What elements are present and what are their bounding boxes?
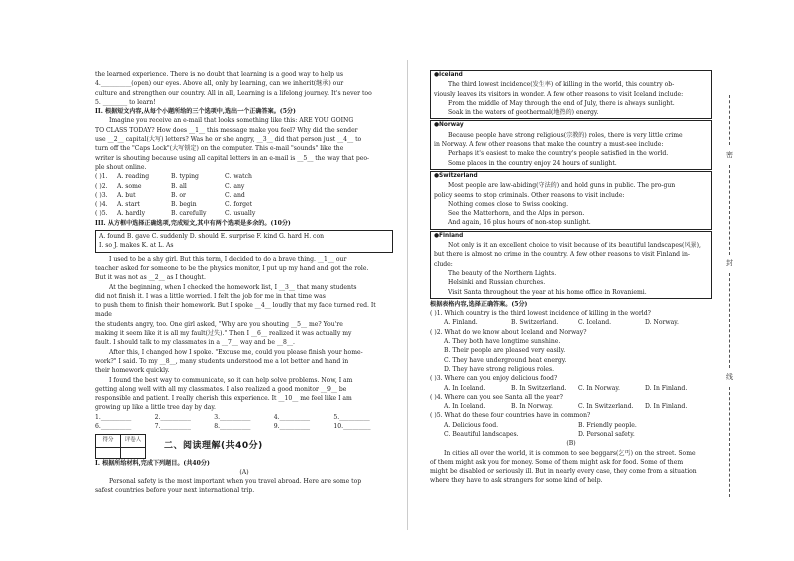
option: B. Their people are pleased very easily. (444, 347, 566, 355)
text-line: did not finish it. I was a little worried. I felt the job for me in that time was (95, 292, 326, 300)
text-line: But it was not as __2__ as I thought. (95, 274, 206, 282)
text-line: where they have to ask strangers for some kind of help. (430, 477, 603, 485)
question: ( )2. What do we know about Iceland and Norway? (430, 328, 587, 336)
answer-blank[interactable]: 7.__________ (154, 422, 191, 430)
text-line: Personal safety is the most important when you travel abroad. Here are some top (109, 478, 362, 486)
option: C. They have underground heat energy. (444, 356, 567, 364)
seal-mark: 封 (726, 259, 733, 267)
country-box-iceland (430, 70, 712, 119)
text-line: culture and strengthen our country. All in all, Learning is a lifelong journey. It's never too (95, 89, 372, 97)
answer-blank[interactable]: 10._________ (333, 422, 371, 430)
country-heading: ●Switzerland (434, 172, 478, 179)
text-line: policy seems to stop criminals. Other reasons to visit include: (434, 191, 625, 199)
cloze-passage (95, 116, 393, 172)
text-line: Visit Santa throughout the year at his home office in Rovaniemi. (448, 288, 647, 296)
text-line: use __2__ capital(大写) letters? Was he or she angry, __3__ did that person just __4__ to (95, 136, 362, 144)
text-line: ple shout online. (95, 163, 147, 171)
text-line: growing up like a little tree day by day. (95, 404, 216, 412)
text-line: turn off the "Caps Lock"(大写锁定) on the computer. This e-mail "sounds" like the (95, 145, 344, 153)
binding-dash (729, 387, 731, 497)
score-cell[interactable] (96, 447, 121, 458)
text-line: At the beginning, when I checked the homework list, I __3__ that many students (109, 283, 357, 291)
option-row: ( )4. A. start B. begin C. forget (95, 201, 253, 209)
passage-label: (A) (239, 468, 249, 476)
text-line: After this, I changed how I spoke. "Excuse me, could you please finish your home- (109, 348, 363, 356)
option: A. They both have longtime sunshine. (444, 338, 561, 346)
text-line: to push them to finish their homework. But I spoke __4__ loudly that my face turned red. It made (95, 302, 376, 319)
text-line: Most people are law-abiding(守法的) and hold guns in public. The pro-gun (448, 182, 676, 190)
question: ( )3. Where can you enjoy delicious food? (430, 375, 558, 383)
text-line: I used to be a shy girl. But this term, I decided to do a brave thing. __1__ our (109, 255, 347, 263)
binding-dash (729, 95, 731, 145)
passage-label: (B) (566, 440, 576, 448)
country-box-switzerland (430, 171, 712, 230)
option-row: A. In Iceland. B. In Switzerland. C. In Norway. D. In Finland. (444, 384, 688, 392)
text-line: the students angry, too. One girl asked, "Why are you shouting __5__ me? You're (95, 320, 343, 328)
text-line: clude: (434, 260, 453, 268)
text-line: Perhaps it's easiest to make the country's people satisfied in the world. (448, 150, 669, 158)
country-heading: ●Iceland (434, 72, 463, 78)
option-row: A. Delicious food. B. Friendly people. (444, 421, 637, 429)
seal-mark: 密 (726, 151, 733, 159)
text-line: 5. ________ to learn! (95, 98, 156, 106)
text-line: From the middle of May through the end of July, there is always sunlight. (448, 99, 675, 107)
text-line: TO CLASS TODAY? How does __1__ this message make you feel? Why did the sender (95, 126, 358, 134)
option-row: C. Beautiful landscapes. D. Personal safety. (444, 430, 635, 438)
text-line: Because people have strong religious(宗教的) roles, there is very little crime (448, 131, 683, 139)
text-line: Some places in the country enjoy 24 hours of sunlight. (448, 159, 617, 167)
reviewer-cell[interactable] (121, 447, 146, 458)
score-section (95, 434, 393, 458)
answer-blank[interactable]: 1.__________ (95, 413, 132, 421)
text-line: responsible and patient. I really cherish this experience. It __10__ me feel like I am (95, 395, 352, 403)
option: D. They have strong religious roles. (444, 365, 555, 373)
text-line: the learned experience. There is no doubt that learning is a good way to help us (95, 71, 344, 78)
binding-dash (729, 165, 731, 255)
right-column (430, 70, 712, 515)
option-list (95, 172, 393, 218)
answer-blank[interactable]: 8.__________ (214, 422, 251, 430)
answer-blank[interactable]: 2.__________ (154, 413, 191, 421)
text-line: but there is almost no crime in the country. A few other reasons to visit Finland in- (434, 251, 690, 259)
text-line: Not only is it an excellent choice to visit because of its beautiful landscapes(风景), (448, 242, 701, 250)
answer-blank[interactable]: 6.__________ (95, 422, 132, 430)
answer-blank[interactable]: 3.__________ (214, 413, 251, 421)
text-line: In cities all over the world, it is common to see beggars(乞丐) on the street. Some (444, 449, 696, 457)
option-row: ( )2. A. some B. all C. any (95, 182, 245, 190)
section-heading: III. 从方框中选择正确选项,完成短文,其中有两个选项是多余的。(10分) (95, 219, 291, 227)
text-line: And again, 16 plus hours of non-stop sunlight. (448, 219, 591, 227)
question: ( )5. What do these four countries have in common? (430, 412, 591, 420)
text-line: getting along well with all my classmates. I also realized a good monitor __9__ be (95, 385, 347, 393)
answer-blanks (95, 413, 393, 432)
text-line: safest countries before your next international trip. (95, 487, 255, 495)
reviewer-label: 评卷人 (121, 435, 146, 447)
left-column (95, 70, 393, 515)
fold-line (407, 60, 408, 530)
text-line: teacher asked for someone to be the physics monitor, I put up my hand and got the role. (95, 264, 369, 272)
option-row: A. Finland. B. Switzerland. C. Iceland. D. Norway. (444, 319, 679, 327)
score-table (95, 434, 146, 458)
story-passage (95, 255, 393, 413)
text-line: viously leaves its visitors in wonder. A few other reasons to visit Iceland include: (434, 90, 684, 98)
text-line: The third lowest incidence(发生率) of killing in the world, this country ob- (448, 81, 675, 89)
country-heading: ●Finland (434, 232, 464, 239)
seal-mark: 线 (726, 373, 733, 381)
text-line: See the Matterhorn, and the Alps in person. (448, 210, 585, 218)
text-line: work?" I said. To my __8__, many students understood me a lot better and hand in (95, 357, 349, 365)
text-line: Imagine you receive an e-mail that looks something like this: ARE YOU GOING (109, 117, 354, 125)
answer-blank[interactable]: 9.__________ (273, 422, 311, 430)
country-box-finland (430, 231, 712, 299)
text-line: Nothing comes close to Swiss cooking. (448, 200, 569, 208)
section-heading: 根据表格内容,选择正确答案。(5分) (430, 300, 528, 308)
answer-blank[interactable]: 5.__________ (333, 413, 370, 421)
option-row: ( )1. A. reading B. typing C. watch (95, 173, 252, 181)
score-label: 得分 (96, 435, 121, 447)
question: ( )4. Where can you see Santa all the year? (430, 393, 563, 401)
section-heading: II. 根据短文内容,从每个小题所给的三个选项中,选出一个正确答案。(5分) (95, 108, 296, 116)
section-heading: I. 根据所给材料,完成下列题目。(共40分) (95, 459, 210, 467)
country-heading: ●Norway (434, 122, 464, 129)
text-line: 4.__________(open) our eyes. Above all, only by learning, can we inherit(继承) our (95, 80, 344, 88)
option-row: ( )5. A. hardly B. carefully C. usually (95, 210, 256, 218)
text-line: of them might ask you for money. Some of them might ask for food. Some of them (430, 458, 684, 466)
option-row: A. In Iceland. B. In Norway. C. In Switzerland. D. In Finland. (444, 403, 688, 411)
word-bank-line: A. found B. gave C. suddenly D. should E. surprise F. kind G. hard H. con (99, 233, 325, 241)
text-line: fault. I should talk to my classmates in a __7__ way and be __8__. (95, 339, 295, 347)
country-box-norway (430, 120, 712, 169)
word-bank-line: I. so J. makes K. at L. As (99, 242, 174, 250)
text-line: Helsinki and Russian churches. (448, 279, 546, 287)
option-row: ( )3. A. but B. or C. and (95, 191, 245, 199)
question: ( )1. Which country is the third lowest incidence of killing in the world? (430, 310, 651, 318)
text-line: might be disabled or seriously ill. But in nearly every case, they come from a situation (430, 468, 697, 476)
text-line: their homework quickly. (95, 367, 170, 375)
answer-blank[interactable]: 4.__________ (273, 413, 311, 421)
binding-dash (729, 273, 731, 368)
word-bank-box (95, 230, 393, 253)
text-line: in Norway. A few other reasons that make the country a must-see include: (434, 141, 664, 149)
text-line: writer is shouting because using all capital letters in an e-mail is __5__ the way that peo- (95, 154, 370, 162)
part-title: 二、阅读理解(共40分) (164, 440, 263, 451)
text-line: I found the best way to communicate, so it can help solve problems. Now, I am (109, 376, 353, 384)
intro-paragraph (95, 70, 393, 107)
text-line: The beauty of the Northern Lights. (448, 269, 557, 277)
text-line: making it seem like it is all my fault(过失)." Then I __6__ realized it was actually my (95, 330, 352, 338)
text-line: Soak in the waters of geothermal(地热的) energy. (448, 109, 599, 117)
